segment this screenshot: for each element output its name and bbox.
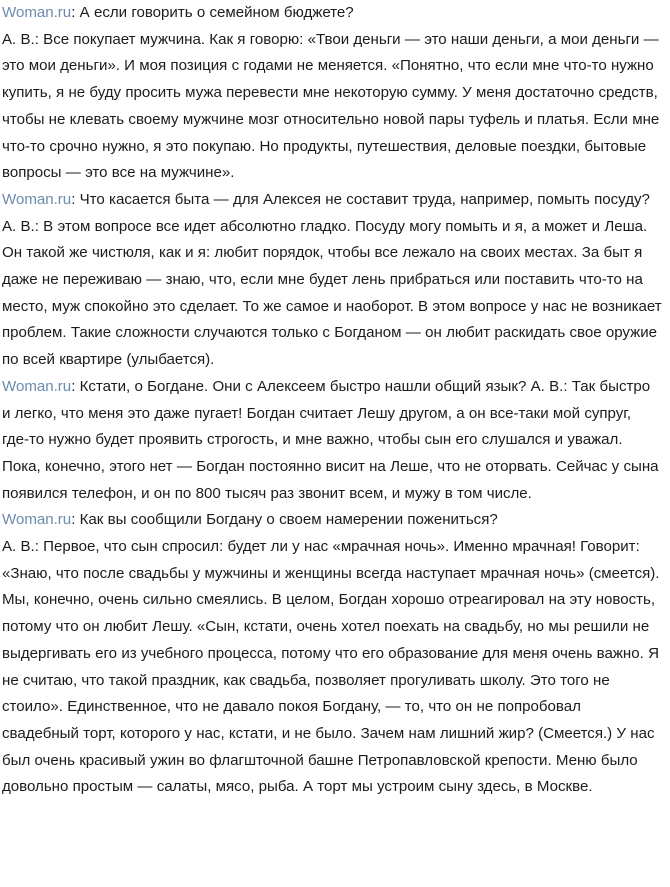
answer-speaker-label: A. B.: (2, 217, 44, 235)
question-text: : Как вы сообщили Богдану о своем намерении пожениться? (71, 511, 498, 529)
qa-block (2, 374, 662, 508)
answer-text: Первое, что сын спросил: будет ли у нас «мрачная ночь». Именно мрачная! Говорит: «Знаю, что после свадьбы у мужчины и женщины всегда наступает мрачная ночь» (смеется). Мы, конечно, очень сильно смеялись. В целом, Богдан хорошо отреагировал на эту новость, потому что он любит Лешу. «Сын, кстати, очень хотел поехать на свадьбу, но мы решили не выдергивать его из учебного процесса, потому что его образование для меня очень важно. Я не считаю, что такой праздник, как свадьба, позволяет прогуливать школу. Это того не стоило». Единственное, что не давало покоя Богдану, — то, что он не попробовал свадебный торт, которого у нас, кстати, и не было. Зачем нам лишний жир? (Смеется.) У нас был очень красивый ужин во флагшточной башне Петропавловской крепости. Меню было довольно простым — салаты, мясо, рыба. А торт мы устроим сыну здесь, в Москве. (2, 538, 660, 796)
source-link-woman-ru[interactable]: Woman.ru (2, 377, 72, 395)
question-text: : Кстати, о Богдане. Они с Алексеем быстро нашли общий язык? A. B.: Так быстро и легко, что меня это даже пугает! Богдан считает Лешу другом, а он все-таки мой супруг, где-то нужно будет проявить строгость, и мне важно, чтобы сын его слушался и уважал. Пока, конечно, этого нет — Богдан постоянно висит на Леше, что не оторвать. Сейчас у сына появился телефон, и он по 800 тысяч раз звонит всем, и мужу в том числе. (2, 377, 659, 502)
qa-block (2, 187, 662, 374)
source-link-woman-ru[interactable]: Woman.ru (2, 190, 72, 208)
qa-block (2, 0, 662, 187)
answer-speaker-label: A. B.: (2, 30, 44, 48)
question-text: : Что касается быта — для Алексея не составит труда, например, помыть посуду? (71, 190, 650, 208)
source-link-woman-ru[interactable]: Woman.ru (2, 511, 72, 529)
source-link-woman-ru[interactable]: Woman.ru (2, 4, 72, 21)
qa-block (2, 507, 662, 801)
answer-text: В этом вопросе все идет абсолютно гладко. Посуду могу помыть и я, а может и Леша. Он такой же чистюля, как и я: любит порядок, чтобы все лежало на своих местах. За быт я даже не переживаю — знаю, что, если мне будет лень прибраться или поставить что-то на место, муж спокойно это сделает. То же самое и наоборот. В этом вопросе у нас не возникает проблем. Такие сложности случаются только с Богданом — он любит раскидать свое оружие по всей квартире (улыбается). (2, 217, 662, 369)
answer-text: Все покупает мужчина. Как я говорю: «Твои деньги — это наши деньги, а мои деньги — это мои деньги». И моя позиция с годами не меняется. «Понятно, что если мне что-то нужно купить, я не буду просить мужа перевести мне некоторую сумму. У меня достаточно средств, чтобы не клевать своему мужчине мозг относительно новой пары туфель и платья. Если мне что-то срочно нужно, я это покупаю. Но продукты, путешествия, деловые поездки, бытовые вопросы — это все на мужчине». (2, 30, 660, 182)
question-text: : А если говорить о семейном бюджете? (71, 4, 354, 21)
answer-speaker-label: A. B.: (2, 538, 44, 556)
